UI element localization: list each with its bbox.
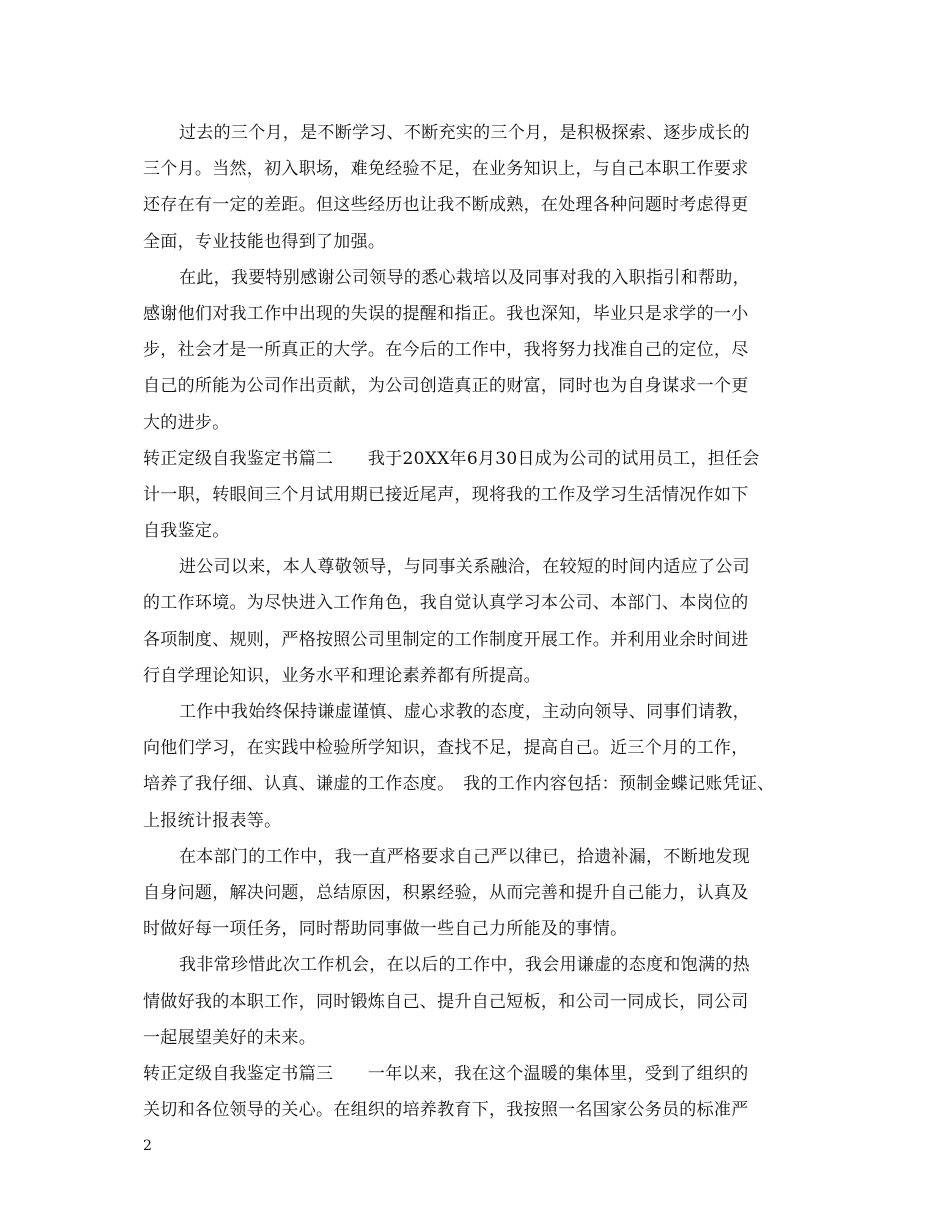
text-line: 行自学理论知识，业务水平和理论素养都有所提高。: [143, 665, 541, 686]
text-line: 一起展望美好的未来。: [143, 1027, 316, 1048]
text-line: 我非常珍惜此次工作机会，在以后的工作中，我会用谦虚的态度和饱满的热: [179, 955, 750, 976]
text-line: 步，社会才是一所真正的大学。在今后的工作中，我将努力找准自己的定位，尽: [143, 340, 749, 361]
text-line: 全面，专业技能也得到了加强。: [143, 231, 386, 252]
text-line: 上报统计报表等。: [143, 810, 282, 831]
text-line: 大的进步。: [143, 412, 230, 433]
text-line: 情做好我的本职工作，同时锻炼自己、提升自己短板，和公司一同成长，同公司: [143, 991, 749, 1012]
text-line: 工作中我始终保持谦虚谨慎、虚心求教的态度，主动向领导、同事们请教，: [179, 702, 750, 722]
text-line: 过去的三个月，是不断学习、不断充实的三个月，是积极探索、逐步成长的: [179, 123, 750, 143]
text-line: 各项制度、规则，严格按照公司里制定的工作制度开展工作。并利用业余时间进: [143, 629, 749, 650]
text-line: 的工作环境。为尽快进入工作角色，我自觉认真学习本公司、本部门、本岗位的: [143, 593, 749, 614]
text-line: 自我鉴定。: [143, 521, 230, 542]
text-line: 时做好每一项任务，同时帮助同事做一些自己力所能及的事情。: [143, 919, 628, 940]
text-line: 向他们学习，在实践中检验所学知识，查找不足，提高自己。近三个月的工作，: [143, 738, 749, 759]
section-heading-line: 转正定级自我鉴定书篇二 我于20XX年6月30日成为公司的试用员工，担任会: [143, 448, 760, 469]
section-heading-line: 转正定级自我鉴定书篇三 一年以来，我在这个温暖的集体里，受到了组织的: [143, 1063, 749, 1084]
text-line: 计一职，转眼间三个月试用期已接近尾声，现将我的工作及学习生活情况作如下: [143, 484, 749, 505]
body-text: [143, 115, 815, 1128]
text-line: 自身问题，解决问题，总结原因，积累经验，从而完善和提升自己能力，认真及: [143, 882, 749, 903]
text-line: 关切和各位领导的关心。在组织的培养教育下，我按照一名国家公务员的标准严: [143, 1100, 749, 1121]
text-line: 培养了我仔细、认真、谦虚的工作态度。 我的工作内容包括：预制金蝶记账凭证、: [143, 774, 775, 795]
text-line: 感谢他们对我工作中出现的失误的提醒和指正。我也深知，毕业只是求学的一小: [143, 303, 749, 324]
text-line: 在本部门的工作中，我一直严格要求自己严以律已，拾遗补漏，不断地发现: [179, 846, 750, 867]
text-line: 在此，我要特别感谢公司领导的悉心栽培以及同事对我的入职指引和帮助，: [179, 267, 750, 288]
page-number: 2: [143, 1138, 152, 1154]
text-line: 还存在有一定的差距。但这些经历也让我不断成熟，在处理各种问题时考虑得更: [143, 195, 749, 216]
text-line: 三个月。当然，初入职场，难免经验不足，在业务知识上，与自己本职工作要求: [143, 159, 749, 180]
text-line: 进公司以来，本人尊敬领导，与同事关系融洽，在较短的时间内适应了公司: [179, 557, 750, 578]
text-line: 自己的所能为公司作出贡献，为公司创造真正的财富，同时也为自身谋求一个更: [143, 376, 749, 397]
